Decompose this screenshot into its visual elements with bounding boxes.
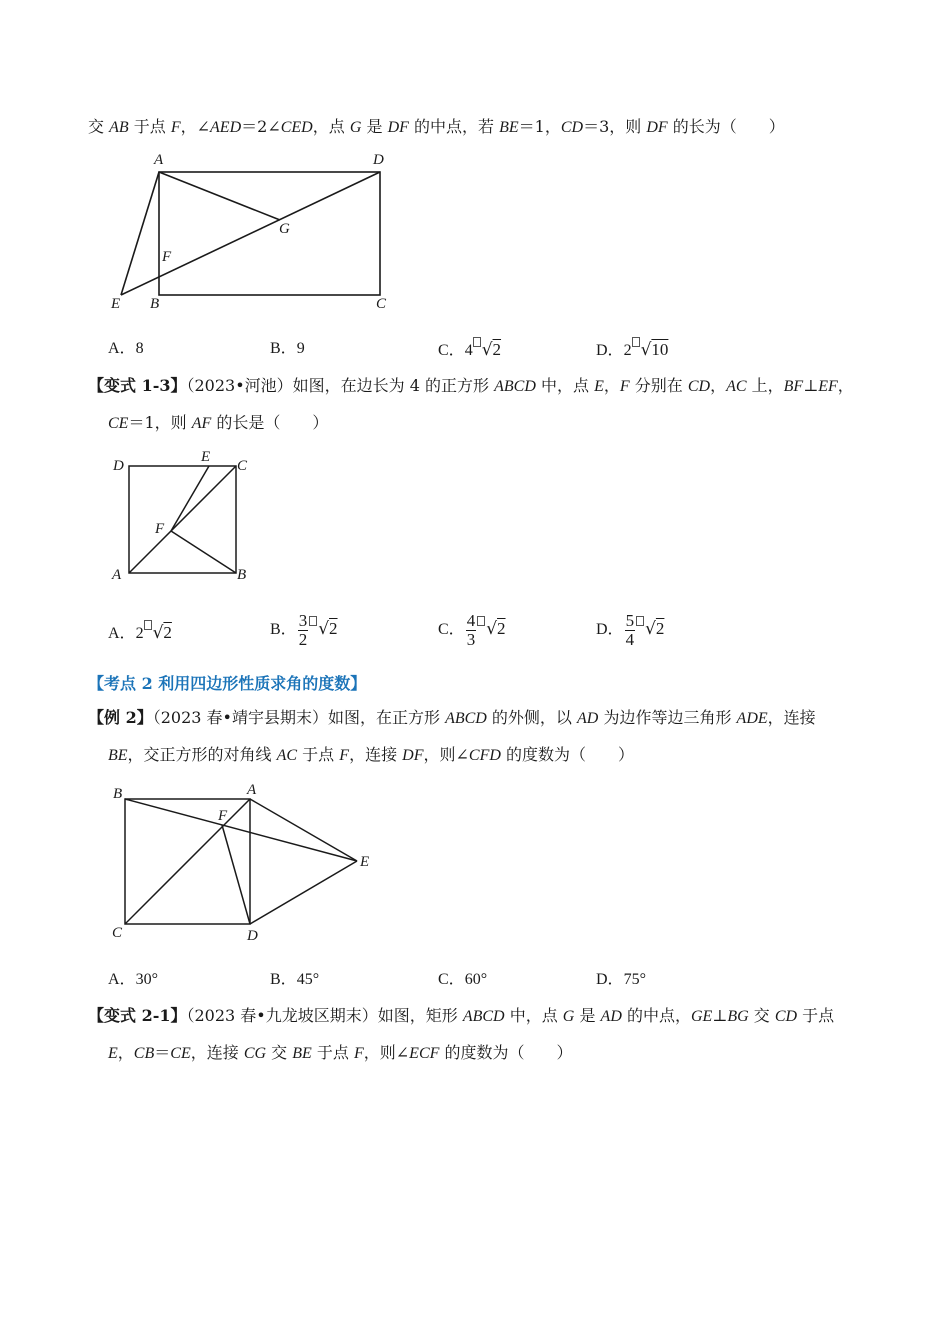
placeholder-box-icon bbox=[636, 616, 644, 626]
sqrt-icon: √ bbox=[318, 619, 330, 640]
q3-seg-ae bbox=[250, 799, 357, 861]
q1-label-f: F bbox=[162, 249, 172, 265]
placeholder-box-icon bbox=[309, 616, 317, 626]
q1-seg-ag bbox=[159, 172, 280, 220]
q1-stem: 交 AB 于点 F，∠AED＝2∠CED，点 G 是 DF 的中点，若 BE＝1，CD＝3，则 DF 的长为（ ） bbox=[88, 117, 785, 136]
q3-seg-ca bbox=[125, 799, 250, 924]
sqrt-icon: √ bbox=[152, 623, 164, 643]
q2-label-c: C bbox=[237, 458, 248, 474]
fraction: $\frac{4}{3}$ bbox=[466, 611, 476, 649]
q2-stem-line2: CE＝1，则 AF 的长是（ ） bbox=[108, 413, 329, 432]
q1-option-d[interactable]: D．2 √10 bbox=[596, 337, 668, 363]
sqrt-icon: √ bbox=[645, 619, 656, 640]
q3-label-f: F bbox=[218, 808, 228, 824]
q2-label-b: B bbox=[237, 567, 247, 583]
q1-label-e: E bbox=[111, 296, 121, 312]
q3-label-a: A bbox=[247, 782, 257, 798]
q4-stem-line1: 【变式 2-1】（2023 春•九龙坡区期末）如图，矩形 ABCD 中，点 G 是 AD 的中点，GE⊥BG 交 CD 于点 bbox=[88, 1006, 835, 1025]
q1-option-b[interactable]: B．9 bbox=[270, 340, 305, 357]
q3-seg-fd bbox=[222, 825, 250, 924]
q1-seg-ae bbox=[121, 172, 159, 295]
q3-stem-line2: BE，交正方形的对角线 AC 于点 F，连接 DF，则∠CFD 的度数为（ ） bbox=[108, 745, 634, 764]
q3-stem-line1: 【例 2】（2023 春•靖宇县期末）如图，在正方形 ABCD 的外侧，以 AD 为边作等边三角形 ADE，连接 bbox=[88, 708, 816, 727]
q3-label-c: C bbox=[112, 925, 123, 941]
q3-label-e: E bbox=[360, 854, 370, 870]
q1-label-c: C bbox=[376, 296, 387, 312]
placeholder-box-icon bbox=[473, 337, 481, 347]
sqrt-icon: √ bbox=[640, 340, 652, 360]
q2-label-f: F bbox=[155, 521, 165, 537]
q1-option-c[interactable]: C．4 √2 bbox=[438, 337, 501, 363]
q1-label-a: A bbox=[154, 152, 164, 168]
q1-label-d: D bbox=[373, 152, 384, 168]
q1-label-g: G bbox=[279, 221, 290, 237]
q2-label-d: D bbox=[113, 458, 124, 474]
placeholder-box-icon bbox=[632, 337, 640, 347]
q2-option-b[interactable]: B． $\frac{3}{2}$ √2 bbox=[270, 611, 338, 649]
q1-seg-ed bbox=[121, 172, 380, 295]
q3-option-c[interactable]: C．60° bbox=[438, 971, 488, 988]
section-heading: 【考点 2 利用四边形性质求角的度数】 bbox=[88, 674, 367, 693]
q4-stem-line2: E，CB＝CE，连接 CG 交 BE 于点 F，则∠ECF 的度数为（ ） bbox=[108, 1043, 573, 1062]
q3-option-a[interactable]: A．30° bbox=[108, 971, 158, 988]
q1-rect-abcd bbox=[159, 172, 380, 295]
q2-option-d[interactable]: D． $\frac{5}{4}$ √2 bbox=[596, 611, 665, 649]
placeholder-box-icon bbox=[144, 620, 152, 630]
q2-figure bbox=[105, 445, 265, 585]
fraction: $\frac{5}{4}$ bbox=[625, 611, 635, 649]
q3-label-b: B bbox=[113, 786, 123, 802]
q2-seg-ac bbox=[129, 466, 236, 573]
q2-stem-line1: 【变式 1-3】（2023•河池）如图，在边长为 4 的正方形 ABCD 中，点 E，F 分别在 CD，AC 上，BF⊥EF， bbox=[88, 376, 854, 395]
q2-label-e: E bbox=[201, 449, 211, 465]
sqrt-icon: √ bbox=[486, 619, 498, 640]
q2-seg-fb bbox=[171, 531, 236, 573]
sqrt-icon: √ bbox=[481, 340, 493, 360]
q3-option-d[interactable]: D．75° bbox=[596, 971, 646, 988]
q3-seg-de bbox=[250, 861, 357, 924]
fraction: $\frac{3}{2}$ bbox=[298, 611, 308, 649]
q3-figure bbox=[105, 780, 385, 950]
q2-option-a[interactable]: A．2 √2 bbox=[108, 620, 172, 646]
placeholder-box-icon bbox=[477, 616, 485, 626]
q1-figure bbox=[100, 145, 400, 315]
q2-label-a: A bbox=[112, 567, 122, 583]
q3-option-b[interactable]: B．45° bbox=[270, 971, 320, 988]
q3-label-d: D bbox=[247, 928, 258, 944]
q1-option-a[interactable]: A．8 bbox=[108, 340, 144, 357]
q2-option-c[interactable]: C． $\frac{4}{3}$ √2 bbox=[438, 611, 506, 649]
q1-label-b: B bbox=[150, 296, 160, 312]
